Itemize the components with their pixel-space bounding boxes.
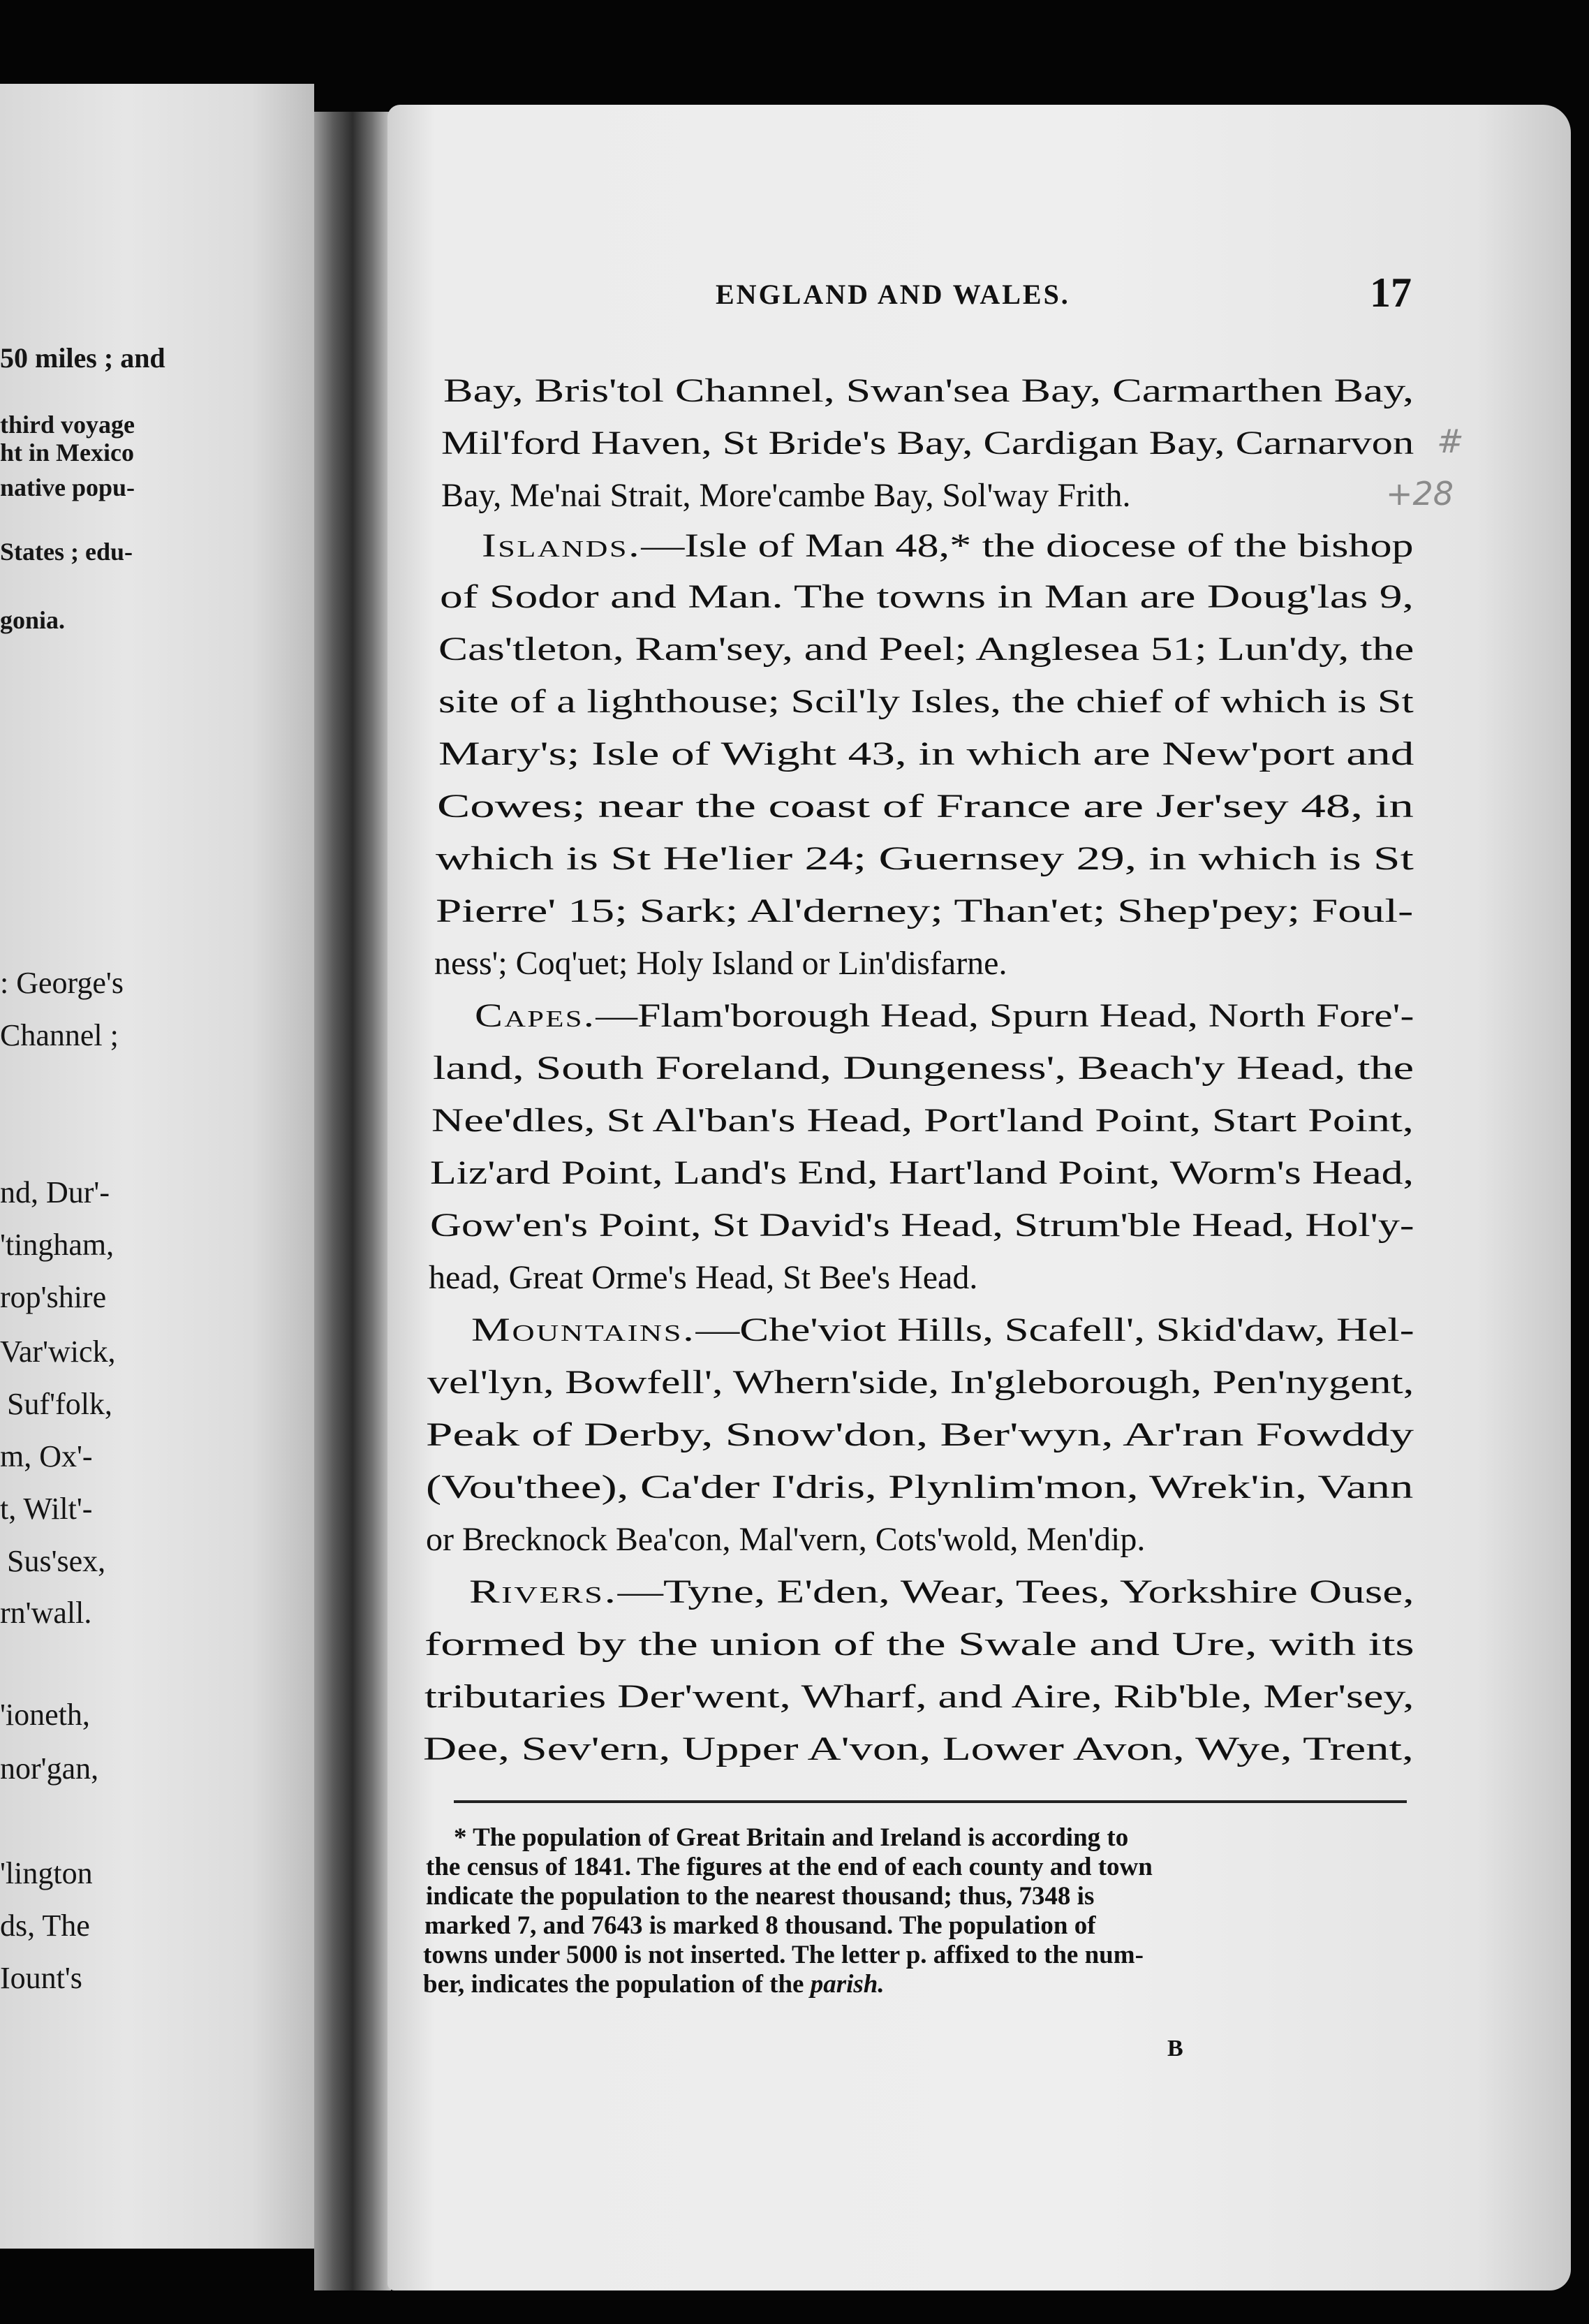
left-line: rop'shire [0,1280,107,1314]
book-gutter [314,112,391,2290]
body-line: Pierre' 15; Sark; Al'derney; Than'et; Shep'pey; Foul- [436,892,1414,929]
section-heading-rivers: Rivers. [469,1573,618,1610]
footnote-italic: parish. [810,1970,885,1999]
body-line: formed by the union of the Swale and Ure, with its [424,1626,1414,1663]
left-line: 'lington [0,1856,93,1890]
left-line: t, Wilt'- [0,1492,93,1526]
left-line: rn'wall. [0,1596,92,1630]
body-line: Bay, Me'nai Strait, More'cambe Bay, Sol'way Frith. [441,477,1131,514]
section-capes [475,995,1414,1037]
left-line: ht in Mexico [0,439,134,466]
body-line: ness'; Coq'uet; Holy Island or Lin'disfarne. [434,945,1007,982]
footnote-line [423,1969,885,2000]
left-line: Suf'folk, [7,1387,112,1421]
body-line: Cas'tleton, Ram'sey, and Peel; Anglesea 51; Lun'dy, the [438,631,1414,668]
left-line: 'ioneth, [0,1698,90,1732]
left-line: 'tingham, [0,1228,114,1262]
left-line: third voyage [0,411,135,439]
body-line: Peak of Derby, Snow'don, Ber'wyn, Ar'ran Fowddy [426,1416,1414,1453]
left-line: Sus'sex, [7,1544,106,1578]
left-line: ds, The [0,1909,90,1943]
body-line: which is St He'lier 24; Guernsey 29, in which is St [436,840,1414,877]
footnote-line: * The population of Great Britain and Ireland is according to [454,1823,1129,1852]
footnote-line: the census of 1841. The figures at the end of each county and town [426,1853,1153,1881]
body-line: Dee, Sev'ern, Upper A'von, Lower Avon, Wye, Trent, [423,1730,1414,1767]
footnote-line: marked 7, and 7643 is marked 8 thousand. The population of [424,1911,1096,1940]
footnote-line: towns under 5000 is not inserted. The letter p. affixed to the num- [423,1941,1144,1969]
body-line: Nee'dles, St Al'ban's Head, Port'land Point, Start Point, [431,1102,1414,1139]
running-head: ENGLAND AND WALES. [716,279,1070,310]
left-line: Var'wick, [0,1334,116,1369]
signature-mark: B [1167,2036,1183,2061]
body-line: Mil'ford Haven, St Bride's Bay, Cardigan Bay, Carnarvon [441,425,1414,462]
section-text: —Flam'borough Head, Spurn Head, North Fore'- [596,997,1414,1034]
left-line: gonia. [0,606,66,634]
left-line: States ; edu- [0,538,133,566]
left-line: : George's [0,966,124,1000]
body-line: Gow'en's Point, St David's Head, Strum'ble Head, Hol'y- [430,1207,1414,1244]
section-mountains [471,1309,1414,1351]
section-text: —Tyne, E'den, Wear, Tees, Yorkshire Ouse, [617,1573,1414,1610]
left-line: Channel ; [0,1018,119,1052]
body-line: Cowes; near the coast of France are Jer'sey 48, in [437,788,1414,825]
footnote-line: indicate the population to the nearest thousand; thus, 7348 is [426,1882,1095,1911]
body-line: Mary's; Isle of Wight 43, in which are New'port and [438,735,1414,772]
left-line: nor'gan, [0,1751,99,1786]
body-line: site of a lighthouse; Scil'ly Isles, the chief of which is St [438,683,1414,720]
left-line: nd, Dur'- [0,1175,110,1209]
body-line: (Vou'thee), Ca'der I'dris, Plynlim'mon, Wrek'in, Vann [426,1469,1414,1506]
section-text: —Che'viot Hills, Scafell', Skid'daw, Hel- [695,1311,1414,1348]
body-line: tributaries Der'went, Wharf, and Aire, Rib'ble, Mer'sey, [424,1678,1414,1715]
pencil-annotation: +28 [1386,475,1454,513]
body-line: vel'lyn, Bowfell', Whern'side, In'gleborough, Pen'nygent, [427,1364,1414,1401]
body-line: or Brecknock Bea'con, Mal'vern, Cots'wold, Men'dip. [426,1521,1146,1558]
footnote-rule [454,1800,1407,1803]
section-rivers [469,1571,1414,1613]
section-islands [482,525,1414,567]
pencil-annotation: # [1437,422,1464,460]
page-number: 17 [1370,270,1412,316]
left-line: native popu- [0,473,135,501]
section-heading-islands: Islands. [482,527,642,564]
footnote-text: ber, indicates the population of the [423,1970,811,1999]
section-heading-mountains: Mountains. [471,1311,696,1348]
body-line: of Sodor and Man. The towns in Man are Doug'las 9, [440,578,1414,615]
section-text: —Isle of Man 48,* the diocese of the bishop [641,527,1414,564]
body-line: Bay, Bris'tol Channel, Swan'sea Bay, Carmarthen Bay, [443,372,1414,409]
left-line: Iount's [0,1961,82,1995]
body-line: Liz'ard Point, Land's End, Hart'land Point, Worm's Head, [430,1154,1414,1191]
left-line: m, Ox'- [0,1439,93,1473]
section-heading-capes: Capes. [475,997,596,1034]
left-line: 50 miles ; and [0,342,165,374]
body-line: head, Great Orme's Head, St Bee's Head. [429,1259,978,1296]
body-line: land, South Foreland, Dungeness', Beach'y Head, the [433,1050,1414,1087]
